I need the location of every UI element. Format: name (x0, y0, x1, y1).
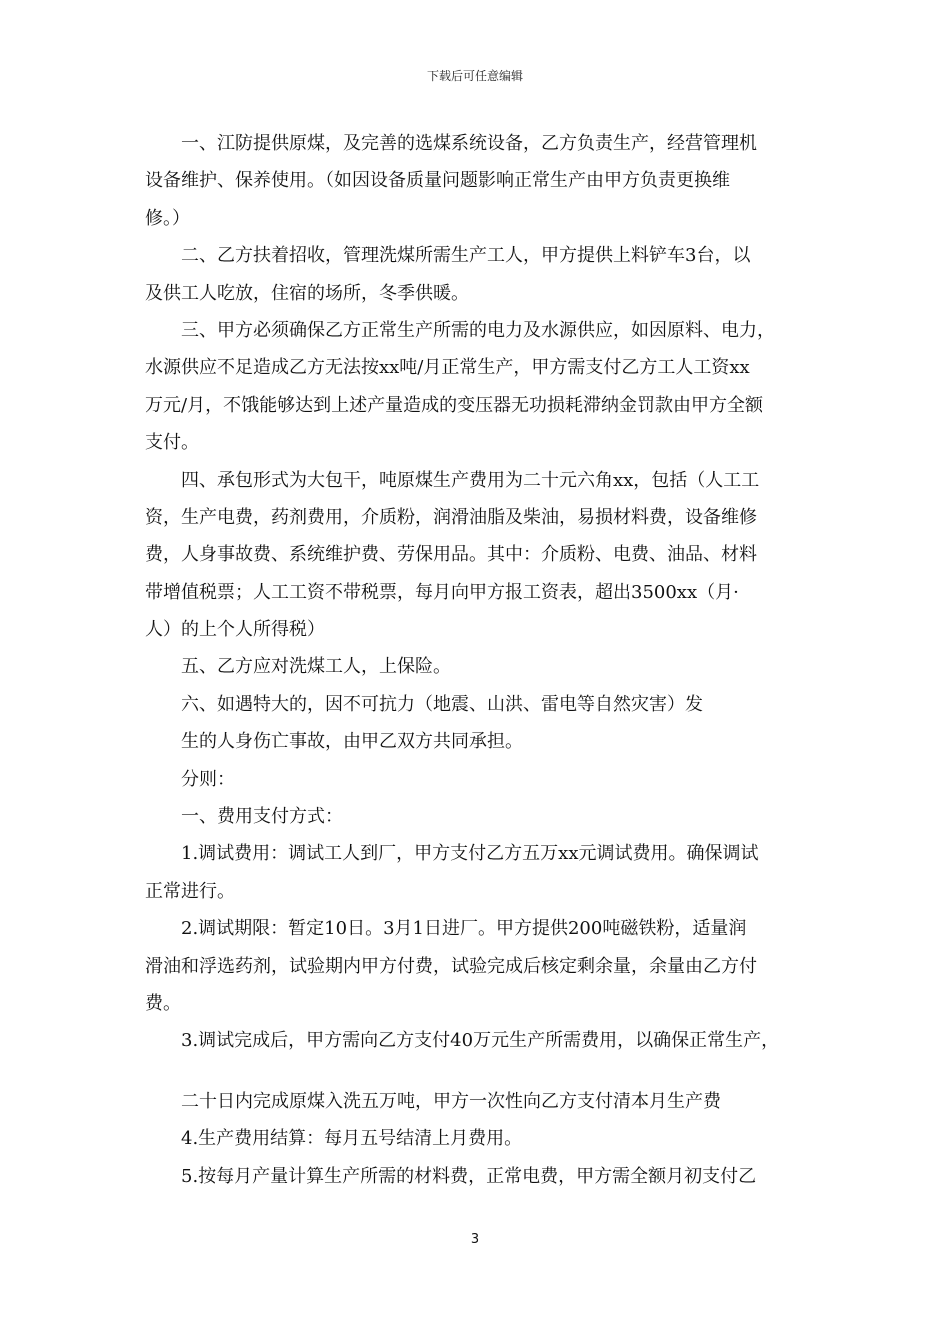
text-line: 5.按每月产量计算生产所需的材料费，正常电费，甲方需全额月初支付乙 (181, 1165, 757, 1187)
text-line: 带增值税票；人工工资不带税票，每月向甲方报工资表，超出3500xx（月· (145, 581, 739, 603)
text-line: 4.生产费用结算：每月五号结清上月费用。 (181, 1128, 523, 1150)
text-line: 人）的上个人所得税） (145, 619, 325, 641)
document-body (145, 125, 810, 1195)
page-header: 下载后可任意编辑 (426, 69, 523, 83)
text-line: 正常进行。 (145, 880, 235, 902)
text-line: 滑油和浮选药剂，试验期内甲方付费，试验完成后核定剩余量，余量由乙方付 (145, 955, 757, 977)
text-line: 1.调试费用：调试工人到厂，甲方支付乙方五万xx元调试费用。确保调试 (181, 843, 759, 865)
page-number: 3 (470, 1232, 480, 1247)
text-line: 二十日内完成原煤入洗五万吨，甲方一次性向乙方支付清本月生产费 (181, 1090, 721, 1112)
text-line: 四、承包形式为大包干，吨原煤生产费用为二十元六角xx，包括（人工工 (181, 469, 760, 491)
text-line: 资，生产电费，药剂费用，介质粉，润滑油脂及柴油，易损材料费，设备维修 (145, 506, 757, 528)
text-line: 2.调试期限：暂定10日。3月1日进厂。甲方提供200吨磁铁粉，适量润 (181, 918, 747, 940)
text-line: 六、如遇特大的，因不可抗力（地震、山洪、雷电等自然灾害）发 (181, 693, 703, 715)
text-line: 费。 (145, 992, 181, 1014)
text-line: 3.调试完成后，甲方需向乙方支付40万元生产所需费用，以确保正常生产， (181, 1030, 780, 1052)
text-line: 一、江防提供原煤，及完善的选煤系统设备，乙方负责生产，经营管理机 (181, 133, 757, 154)
section-heading: 分则： (181, 768, 235, 790)
text-line: 费，人身事故费、系统维护费、劳保用品。其中：介质粉、电费、油品、材料 (145, 544, 757, 566)
text-line: 三、甲方必须确保乙方正常生产所需的电力及水源供应，如因原料、电力， (181, 319, 775, 341)
text-line: 五、乙方应对洗煤工人，上保险。 (181, 656, 451, 678)
text-line: 二、乙方扶着招收，管理洗煤所需生产工人，甲方提供上料铲车3台，以 (181, 245, 751, 267)
text-line: 生的人身伤亡事故，由甲乙双方共同承担。 (181, 731, 523, 753)
text-line: 修。） (145, 207, 190, 229)
text-line: 万元/月，不饿能够达到上述产量造成的变压器无功损耗滞纳金罚款由甲方全额 (145, 394, 764, 416)
text-line: 设备维护、保养使用。（如因设备质量问题影响正常生产由甲方负责更换维 (145, 170, 730, 192)
text-line: 支付。 (145, 432, 199, 454)
text-line: 水源供应不足造成乙方无法按xx吨/月正常生产，甲方需支付乙方工人工资xx (145, 357, 750, 379)
text-line: 及供工人吃放，住宿的场所，冬季供暖。 (145, 282, 469, 304)
section-heading: 一、费用支付方式： (181, 806, 343, 828)
